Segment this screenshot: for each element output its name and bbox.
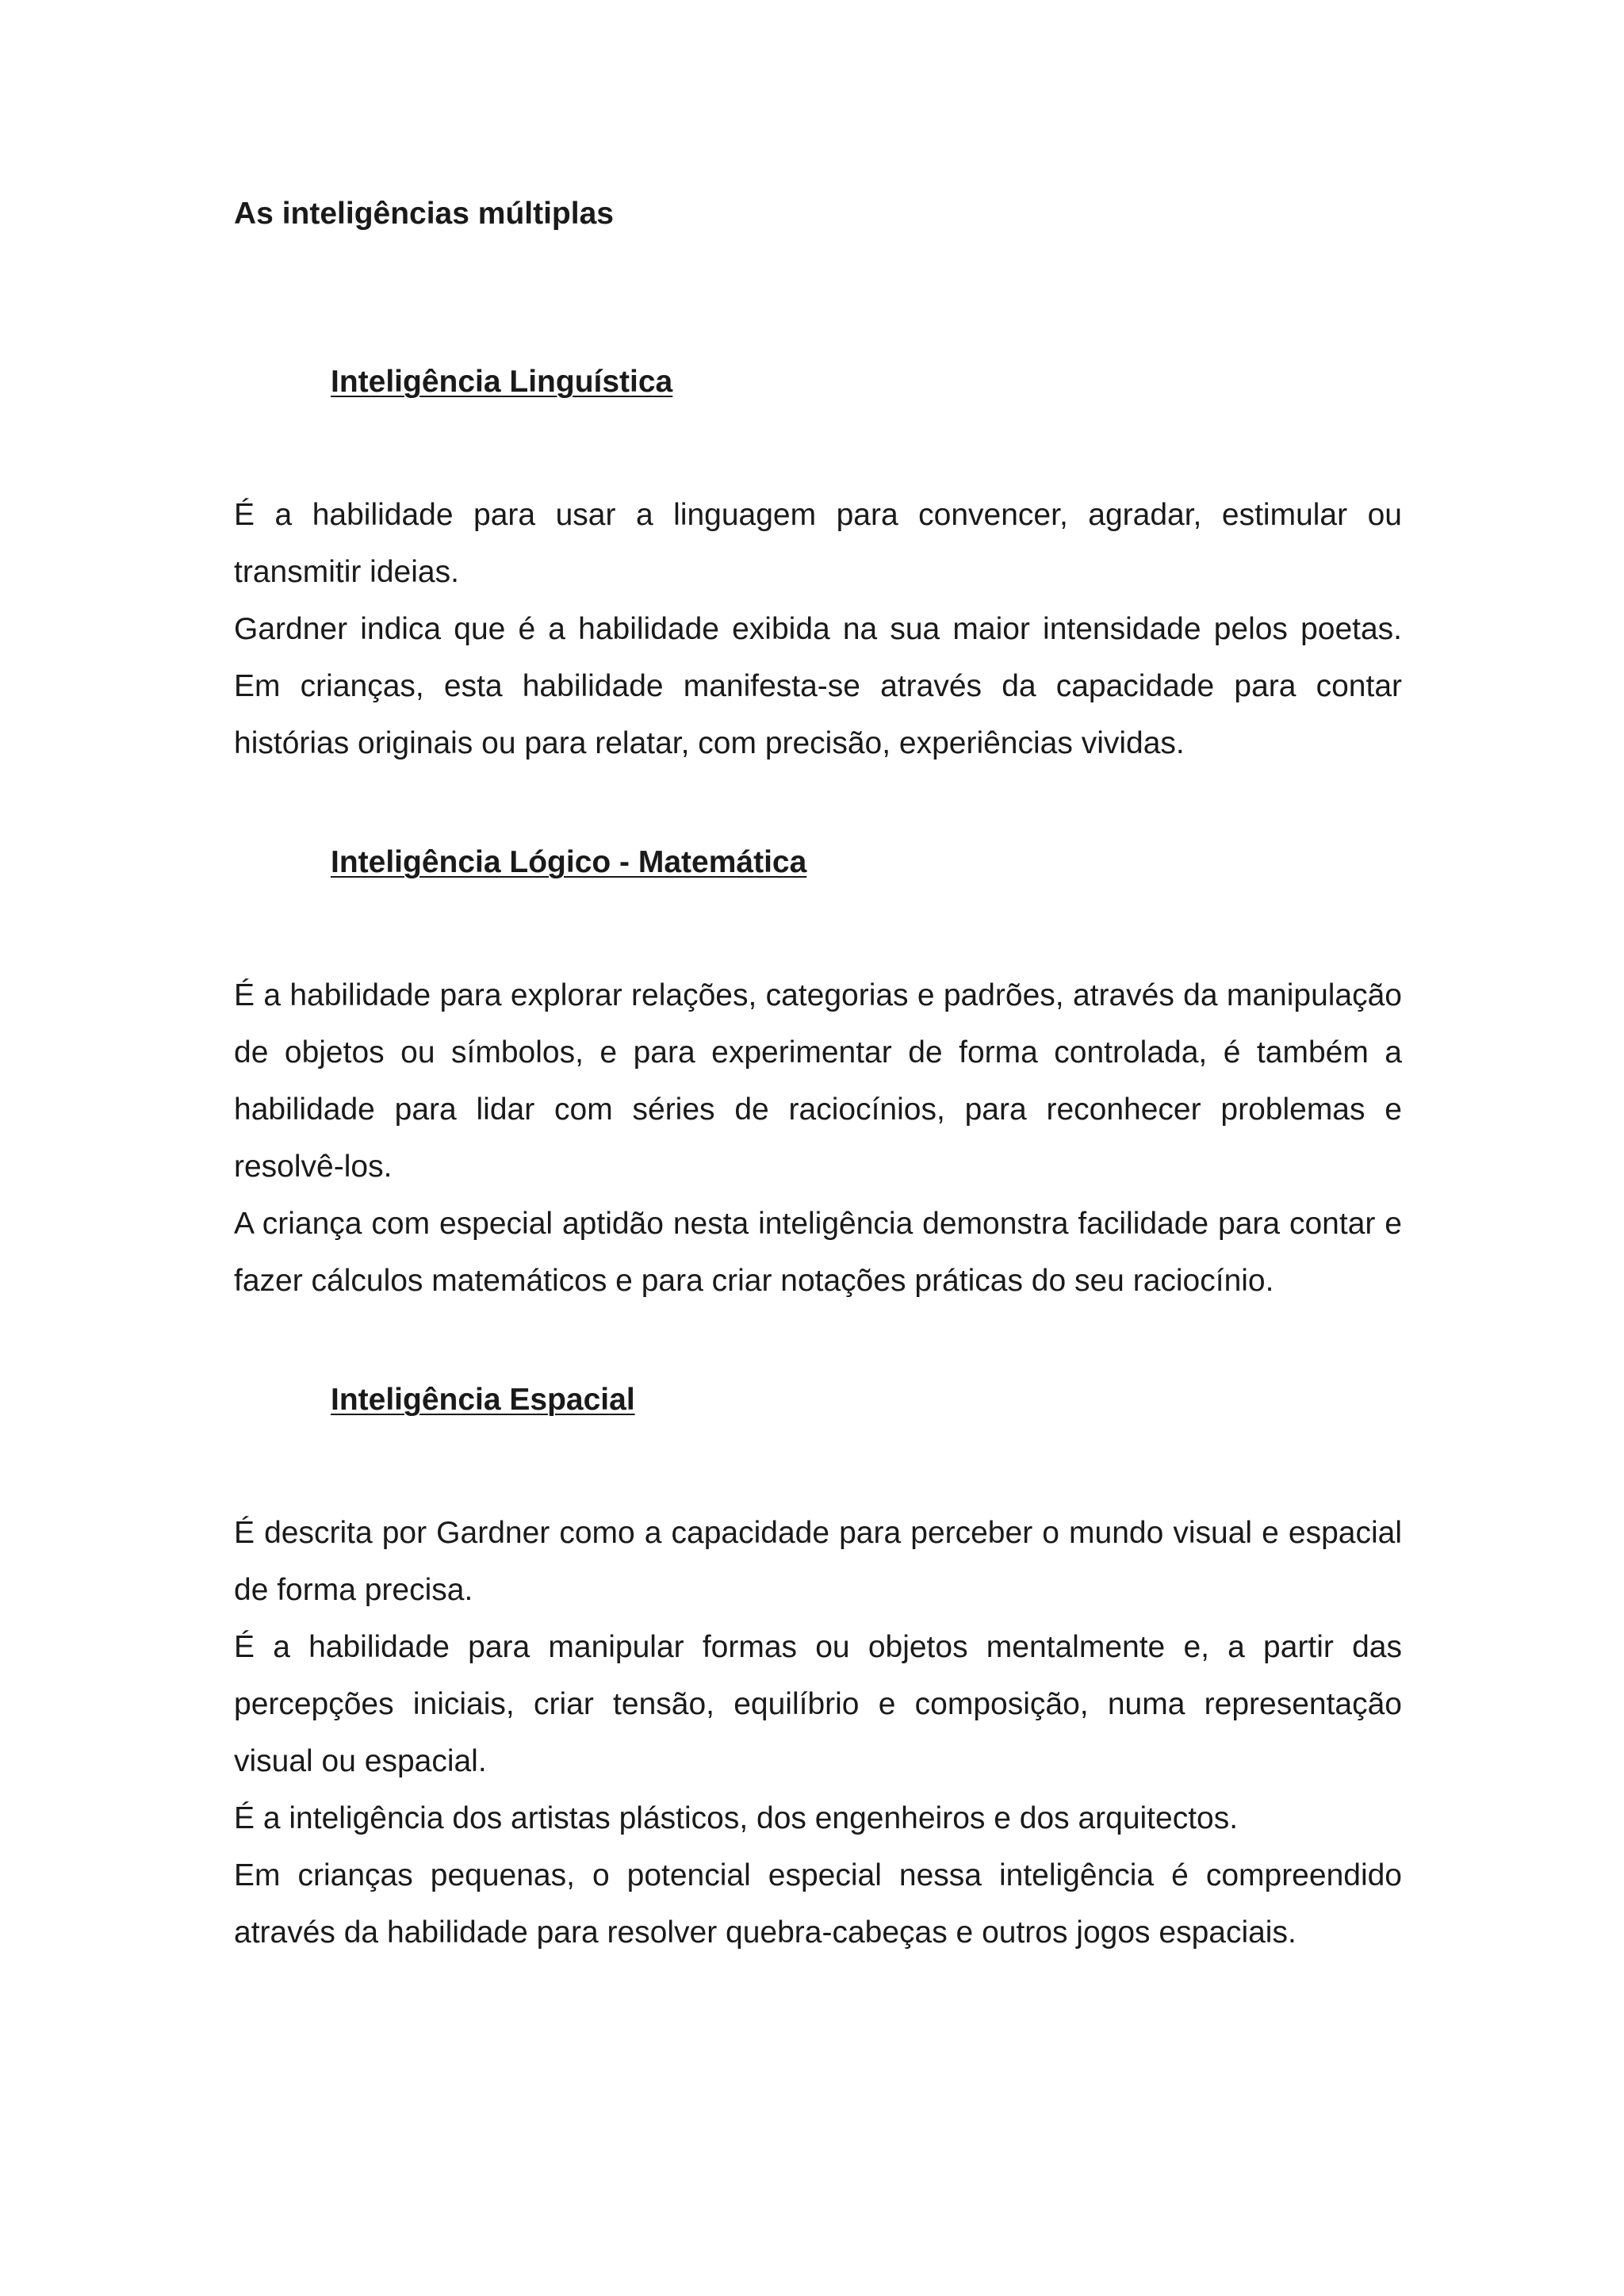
section-heading: Inteligência Espacial xyxy=(331,1383,635,1417)
paragraph: É a habilidade para explorar relações, categorias e padrões, através da manipulação de objetos ou símbolos, e para experimentar de forma controlada, é também a habilidade para lidar com séries de raciocínios, para reconhecer problemas e resolvê-los. xyxy=(234,978,1402,1184)
paragraph: Gardner indica que é a habilidade exibida na sua maior intensidade pelos poetas. Em crianças, esta habilidade manifesta-se através da capacidade para contar histórias originais ou para relatar, com precisão, experiências vividas. xyxy=(234,612,1402,760)
paragraph: É a habilidade para usar a linguagem para convencer, agradar, estimular ou transmitir ideias. xyxy=(234,498,1402,589)
document-content xyxy=(234,192,1402,1961)
section-heading: Inteligência Lógico - Matemática xyxy=(331,845,807,879)
section-espacial xyxy=(234,1378,1402,1961)
section-logico-matematica xyxy=(234,840,1402,1310)
document-title: As inteligências múltiplas xyxy=(234,197,614,231)
section-heading: Inteligência Linguística xyxy=(331,365,673,399)
section-linguistica xyxy=(234,360,1402,772)
paragraph: É a habilidade para manipular formas ou objetos mentalmente e, a partir das percepções iniciais, criar tensão, equilíbrio e composição, numa representação visual ou espacial. xyxy=(234,1630,1402,1778)
paragraph: É a inteligência dos artistas plásticos, dos engenheiros e dos arquitectos. xyxy=(234,1801,1239,1835)
paragraph: É descrita por Gardner como a capacidade para perceber o mundo visual e espacial de forma precisa. xyxy=(234,1516,1402,1607)
paragraph: A criança com especial aptidão nesta inteligência demonstra facilidade para contar e fazer cálculos matemáticos e para criar notações práticas do seu raciocínio. xyxy=(234,1207,1402,1298)
paragraph: Em crianças pequenas, o potencial especial nessa inteligência é compreendido através da habilidade para resolver quebra-cabeças e outros jogos espaciais. xyxy=(234,1858,1402,1950)
